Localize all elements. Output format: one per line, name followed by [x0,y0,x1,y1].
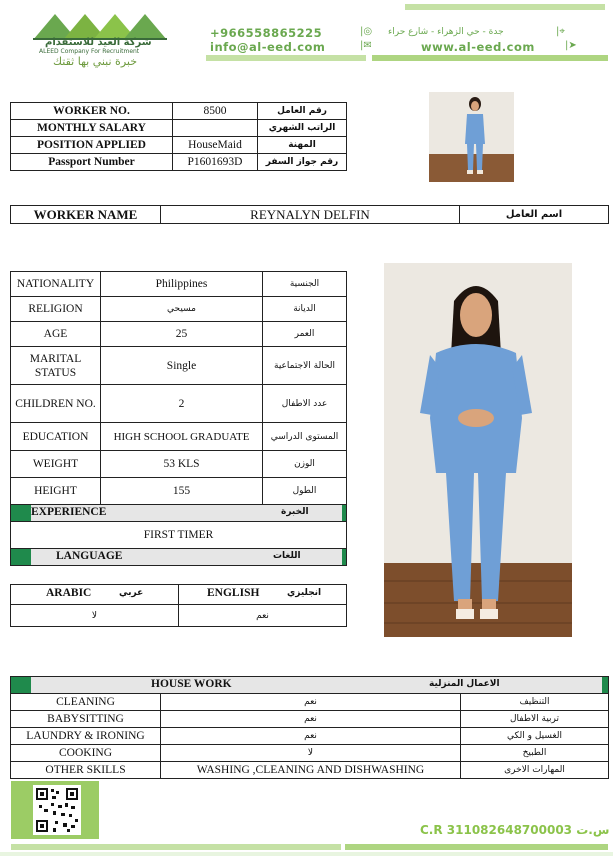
worker-photo-large [384,263,572,637]
religion-value: مسيحي [101,297,263,322]
language-label: LANGUAGE [56,550,123,562]
qr-code-panel [11,781,99,839]
whatsapp-icon: |◎ [360,26,373,37]
commercial-registration: C.R 311082648700003 س.ت [420,823,610,837]
table-row [11,694,609,711]
language-table [10,584,347,627]
weight-label: WEIGHT [11,451,101,478]
religion-label-ar: الديانة [263,297,347,322]
phone-number[interactable]: +966558865225 [210,26,323,40]
table-row [11,322,347,347]
footer-strip-left [11,844,341,850]
religion-label: RELIGION [11,297,101,322]
other-skills-value: WASHING ,CLEANING AND DISHWASHING [161,762,461,779]
table-row [11,385,347,423]
table-row [11,711,609,728]
footer-strip-right [345,844,608,850]
position-label: POSITION APPLIED [11,137,173,154]
website-link[interactable]: www.al-eed.com [421,40,535,54]
children-label: CHILDREN NO. [11,385,101,423]
weight-value: 53 KLS [101,451,263,478]
education-label-ar: المستوى الدراسي [263,423,347,451]
company-logo [33,14,203,66]
laundry-label: LAUNDRY & IRONING [11,728,161,745]
experience-value: FIRST TIMER [11,522,347,549]
age-label-ar: العمر [263,322,347,347]
other-skills-label: OTHER SKILLS [11,762,161,779]
table-row [11,728,609,745]
worker-info-table [10,102,347,171]
experience-label-ar: الخبرة [281,507,309,517]
nationality-value: Philippines [101,272,263,297]
laundry-value: نعم [161,728,461,745]
table-row [11,297,347,322]
logo-arabic-name: شركة العيد للاستقدام [45,37,152,48]
cleaning-label-ar: التنظيف [461,694,609,711]
marital-status-label: MARITAL STATUS [11,347,101,385]
mail-icon: |✉ [360,40,372,51]
position-value: HouseMaid [173,137,258,154]
worker-name-label: WORKER NAME [11,206,161,224]
cleaning-value: نعم [161,694,461,711]
height-label-ar: الطول [263,478,347,505]
table-row [11,478,347,505]
age-value: 25 [101,322,263,347]
marital-status-value: Single [101,347,263,385]
worker-photo-small [429,92,514,182]
nationality-label-ar: الجنسية [263,272,347,297]
table-row [11,347,347,385]
language-header [11,549,347,566]
table-row [11,605,347,627]
weight-label-ar: الوزن [263,451,347,478]
arabic-label: ARABIC [46,587,92,599]
passport-value: P1601693D [173,154,258,171]
worker-name-table [10,205,609,224]
laundry-label-ar: الغسيل و الكي [461,728,609,745]
education-value: HIGH SCHOOL GRADUATE [101,423,263,451]
education-label: EDUCATION [11,423,101,451]
house-work-label-ar: الاعمال المنزلية [429,679,500,689]
passport-label-ar: رقم جواز السفر [258,154,347,171]
height-label: HEIGHT [11,478,101,505]
table-row [11,451,347,478]
experience-label: EXPERIENCE [31,506,107,518]
passport-label: Passport Number [11,154,173,171]
worker-no-label-ar: رقم العامل [258,103,347,120]
children-label-ar: عدد الاطفال [263,385,347,423]
header-strip-left [206,55,366,61]
worker-no-label: WORKER NO. [11,103,173,120]
house-work-table [10,676,609,779]
table-row [11,585,347,605]
email-address[interactable]: info@al-eed.com [210,40,326,54]
table-row [11,103,347,120]
language-label-ar: اللغات [273,551,301,561]
english-label-ar: انجليزي [287,588,322,598]
salary-value [173,120,258,137]
babysitting-label: BABYSITTING [11,711,161,728]
qr-code [11,781,99,839]
logo-tagline: خبرة نبني بها ثقتك [53,55,138,68]
marital-status-label-ar: الحالة الاجتماعية [263,347,347,385]
table-row [11,423,347,451]
header-strip-right [372,55,608,61]
experience-header [11,505,347,522]
arabic-label-ar: عربي [119,588,144,598]
children-value: 2 [101,385,263,423]
cooking-value: لا [161,745,461,762]
header-strip [405,4,605,10]
other-skills-label-ar: المهارات الاخرى [461,762,609,779]
table-row [11,762,609,779]
arabic-value: لا [11,605,179,627]
house-work-header [11,677,609,694]
table-row [11,154,347,171]
worker-no-value: 8500 [173,103,258,120]
cooking-label-ar: الطبيخ [461,745,609,762]
table-row [11,522,347,549]
address-text: جدة - حي الزهراء - شارع حراء [388,27,504,37]
english-value: نعم [179,605,347,627]
worker-name-label-ar: اسم العامل [460,206,609,224]
table-row [11,120,347,137]
position-label-ar: المهنة [258,137,347,154]
babysitting-value: نعم [161,711,461,728]
footer-strip-bottom [0,852,613,856]
nationality-label: NATIONALITY [11,272,101,297]
house-work-label: HOUSE WORK [151,678,232,690]
cleaning-label: CLEANING [11,694,161,711]
logo-english-name: ALEED Company For Recruitment [39,48,140,55]
salary-label-ar: الراتب الشهري [258,120,347,137]
english-label: ENGLISH [207,587,260,599]
age-label: AGE [11,322,101,347]
table-row [11,137,347,154]
worker-name-value: REYNALYN DELFIN [161,206,460,224]
location-pin-icon: |⌖ [556,26,565,37]
babysitting-label-ar: تربية الاطفال [461,711,609,728]
height-value: 155 [101,478,263,505]
cooking-label: COOKING [11,745,161,762]
cursor-icon: |➤ [565,40,577,51]
salary-label: MONTHLY SALARY [11,120,173,137]
details-table [10,271,347,566]
table-row [11,745,609,762]
table-row [11,272,347,297]
